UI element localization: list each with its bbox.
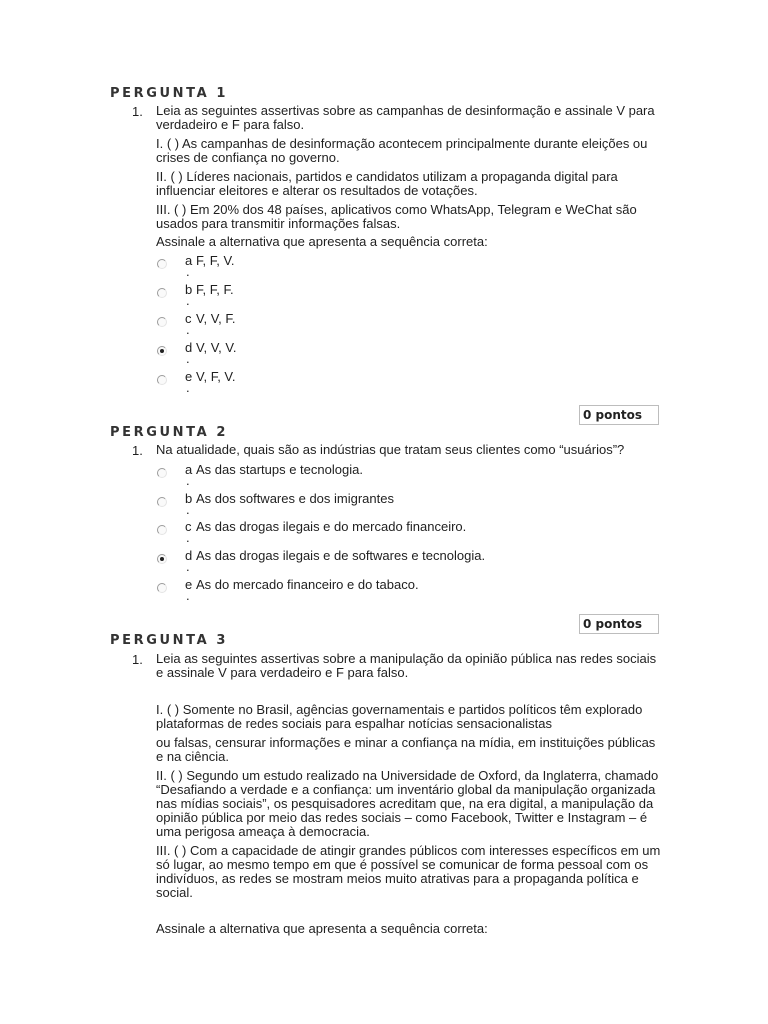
question-3-intro: Leia as seguintes assertivas sobre a manipulação da opinião pública nas redes sociais e assinale V para verdadeiro e F para falso.: [156, 651, 657, 680]
q1-option-d[interactable]: [157, 341, 577, 371]
radio-button[interactable]: [157, 317, 167, 327]
option-letter: c: [185, 311, 192, 326]
option-letter: d: [185, 548, 193, 563]
question-2-intro: Na atualidade, quais são as indústrias que tratam seus clientes como “usuários”?: [156, 442, 625, 457]
question-3-statement-1: I. ( ) Somente no Brasil, agências governamentais e partidos políticos têm explorado plataformas de redes sociais para espalhar notícias sensacionalistas: [156, 702, 643, 731]
option-letter: e: [185, 577, 193, 592]
option-letter-dot: .: [186, 588, 190, 603]
option-text: V, F, V.: [196, 369, 236, 384]
option-letter-dot: .: [186, 502, 190, 517]
question-2-points: 0 pontos: [579, 614, 659, 634]
q2-option-c[interactable]: [157, 520, 577, 550]
option-text: F, F, F.: [196, 282, 234, 297]
option-letter-dot: .: [186, 380, 190, 395]
option-letter-dot: .: [186, 293, 190, 308]
option-letter: b: [185, 282, 193, 297]
question-1-number: 1.: [132, 104, 143, 119]
option-letter-dot: .: [186, 351, 190, 366]
question-1-statement-1: I. ( ) As campanhas de desinformação acontecem principalmente durante eleições ou crises de confiança no governo.: [156, 136, 648, 165]
question-3-header: PERGUNTA 3: [110, 633, 229, 648]
question-1-intro: Leia as seguintes assertivas sobre as campanhas de desinformação e assinale V para verdadeiro e F para falso.: [156, 103, 655, 132]
radio-button[interactable]: [157, 375, 167, 385]
question-1-points: 0 pontos: [579, 405, 659, 425]
question-1-prompt: Assinale a alternativa que apresenta a sequência correta:: [156, 234, 488, 249]
option-text: V, V, F.: [196, 311, 236, 326]
radio-button[interactable]: [157, 497, 167, 507]
radio-button[interactable]: [157, 525, 167, 535]
option-letter-dot: .: [186, 473, 190, 488]
radio-button[interactable]: [157, 468, 167, 478]
option-text: F, F, V.: [196, 253, 235, 268]
q2-option-d[interactable]: [157, 549, 577, 579]
option-text: V, V, V.: [196, 340, 237, 355]
option-letter-dot: .: [186, 264, 190, 279]
q1-option-b[interactable]: [157, 283, 577, 313]
question-3-statement-1-continued: ou falsas, censurar informações e minar a confiança na mídia, em instituições públicas e na ciência.: [156, 735, 656, 764]
question-3-statement-2: II. ( ) Segundo um estudo realizado na Universidade de Oxford, da Inglaterra, chamado “Desafiando a verdade e a confiança: um inventário global da manipulação organizada nas mídias sociais”, os pesquisadores acreditam que, na era digital, a manipulação da opinião pública por meio das redes sociais – como Facebook, Twitter e Instagram – é uma perigosa ameaça à democracia.: [156, 768, 659, 839]
option-letter: d: [185, 340, 193, 355]
question-3-number: 1.: [132, 652, 143, 667]
q2-option-b[interactable]: [157, 492, 577, 522]
q1-option-c[interactable]: [157, 312, 577, 342]
option-text: As das drogas ilegais e do mercado financeiro.: [196, 519, 467, 534]
question-3-prompt: Assinale a alternativa que apresenta a sequência correta:: [156, 921, 488, 936]
option-text: As dos softwares e dos imigrantes: [196, 491, 394, 506]
q1-option-e[interactable]: [157, 370, 577, 400]
radio-button-selected[interactable]: [157, 346, 167, 356]
option-letter: c: [185, 519, 192, 534]
question-1-header: PERGUNTA 1: [110, 86, 229, 101]
question-1-statement-2: II. ( ) Líderes nacionais, partidos e candidatos utilizam a propaganda digital para influenciar eleitores e alterar os resultados de votações.: [156, 169, 618, 198]
option-text: As das drogas ilegais e de softwares e tecnologia.: [196, 548, 486, 563]
radio-button-selected[interactable]: [157, 554, 167, 564]
question-1-statement-3: III. ( ) Em 20% dos 48 países, aplicativos como WhatsApp, Telegram e WeChat são usados para transmitir informações falsas.: [156, 202, 637, 231]
option-letter-dot: .: [186, 322, 190, 337]
option-letter-dot: .: [186, 559, 190, 574]
question-2-number: 1.: [132, 443, 143, 458]
radio-button[interactable]: [157, 583, 167, 593]
question-2-header: PERGUNTA 2: [110, 425, 229, 440]
option-text: As das startups e tecnologia.: [196, 462, 363, 477]
option-text: As do mercado financeiro e do tabaco.: [196, 577, 419, 592]
option-letter: b: [185, 491, 193, 506]
q2-option-e[interactable]: [157, 578, 577, 608]
q2-option-a[interactable]: [157, 463, 577, 493]
option-letter: e: [185, 369, 193, 384]
option-letter: a: [185, 462, 193, 477]
q1-option-a[interactable]: [157, 254, 577, 284]
radio-button[interactable]: [157, 259, 167, 269]
radio-button[interactable]: [157, 288, 167, 298]
question-3-statement-3: III. ( ) Com a capacidade de atingir grandes públicos com interesses específicos em um só lugar, ao mesmo tempo em que é possível se comunicar de forma pessoal com os indivíduos, as redes se mostram meios muito atrativas para a propaganda política e social.: [156, 843, 661, 900]
option-letter-dot: .: [186, 530, 190, 545]
option-letter: a: [185, 253, 193, 268]
